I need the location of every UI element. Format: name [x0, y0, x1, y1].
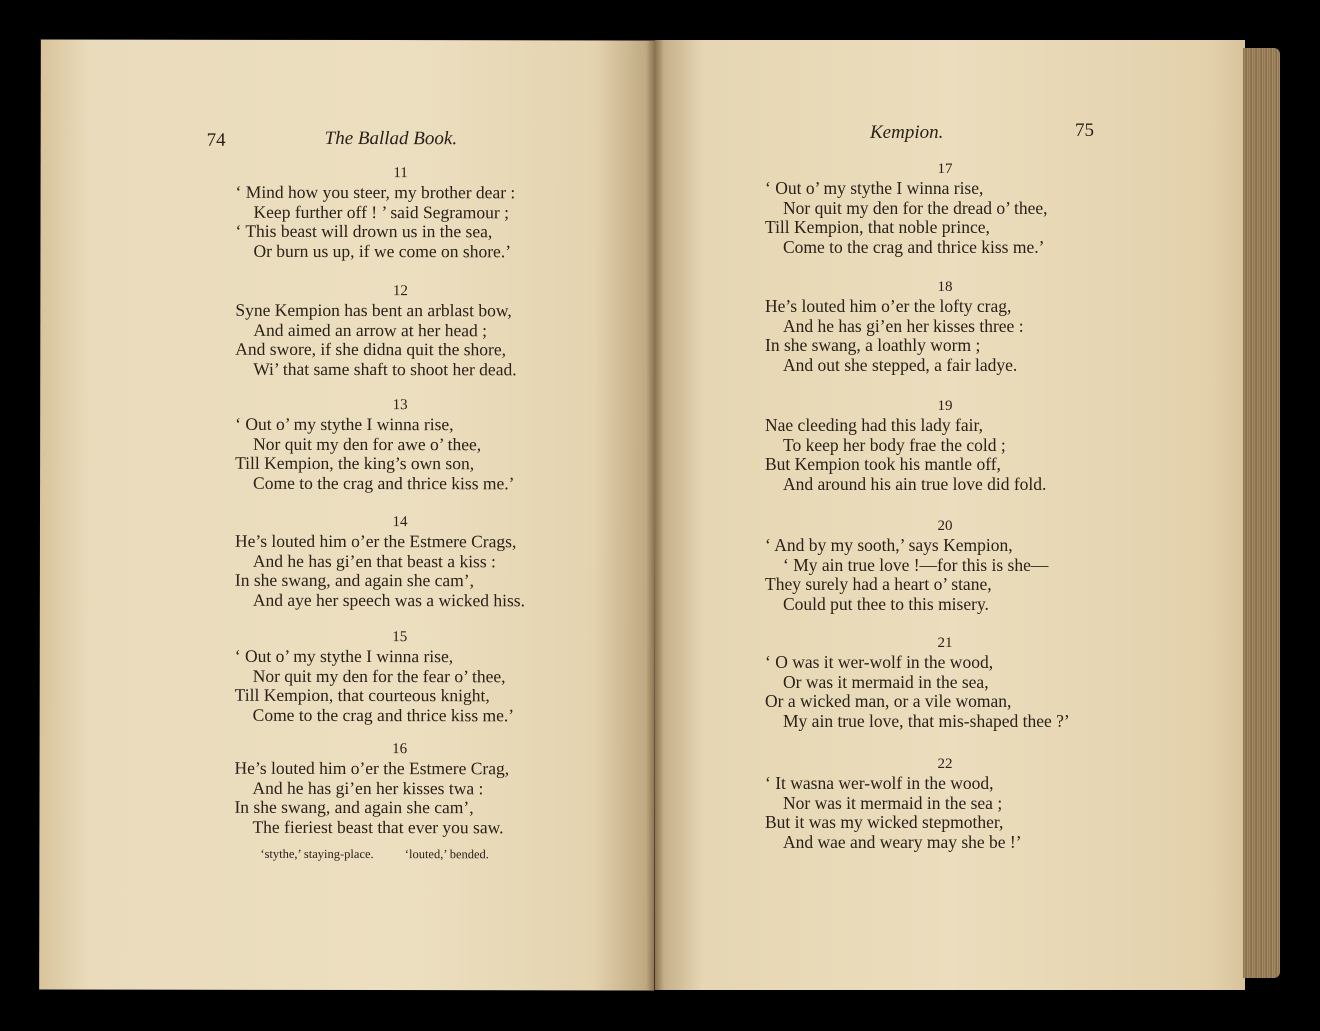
- verse-line: Till Kempion, that courteous knight,: [234, 684, 490, 706]
- verse-line: The fieriest beast that ever you saw.: [252, 816, 504, 838]
- page-edges: [1243, 48, 1280, 978]
- verse-line: Nor was it mermaid in the sea ;: [783, 792, 1003, 813]
- stanza-11: [235, 164, 565, 262]
- left-page: [39, 39, 656, 990]
- footnote: [260, 847, 489, 862]
- verse-line: ‘ It wasna wer-wolf in the wood,: [765, 773, 994, 793]
- stanza-number: 20: [937, 518, 953, 534]
- stanza-number: 18: [937, 279, 953, 295]
- verse-line: Till Kempion, that noble prince,: [765, 217, 990, 238]
- stanza-number: 15: [392, 629, 408, 646]
- verse-line: Nae cleeding had this lady fair,: [765, 415, 983, 435]
- left-page-number: 74: [206, 129, 226, 151]
- stanza-12: [235, 282, 565, 380]
- verse-line: Nor quit my den for the fear o’ thee,: [252, 665, 506, 686]
- verse-line: Or burn us up, if we come on shore.’: [253, 240, 512, 262]
- verse-line: ‘ O was it wer-wolf in the wood,: [765, 652, 994, 672]
- verse-line: ‘ Mind how you steer, my brother dear :: [235, 181, 516, 203]
- open-book: [40, 40, 1280, 990]
- stanza-number: 19: [937, 398, 953, 414]
- footnote-stythe: ‘stythe,’ staying-place.: [260, 846, 374, 862]
- left-running-title: The Ballad Book.: [324, 127, 458, 150]
- stanza-number: 12: [392, 283, 408, 300]
- stanza-20: [765, 517, 1125, 614]
- verse-line: In she swang, a loathly worm ;: [765, 335, 981, 356]
- verse-line: Or was it mermaid in the sea,: [783, 671, 989, 692]
- stanza-number: 22: [937, 756, 953, 772]
- verse-line: In she swang, and again she cam’,: [234, 569, 474, 591]
- stanza-number: 21: [937, 635, 953, 651]
- stanza-21: [765, 634, 1125, 731]
- verse-line: Or a wicked man, or a vile woman,: [765, 691, 1012, 712]
- verse-line: And around his ain true love did fold.: [783, 473, 1047, 494]
- verse-line: And aye her speech was a wicked hiss.: [252, 589, 526, 611]
- stanza-19: [765, 397, 1125, 494]
- stanza-number: 14: [392, 514, 408, 531]
- stanza-14: [235, 513, 565, 611]
- verse-line: And aimed an arrow at her head ;: [253, 319, 488, 340]
- stanza-number: 13: [392, 397, 408, 414]
- verse-line: My ain true love, that mis-shaped thee ?’: [783, 710, 1070, 731]
- verse-line: In she swang, and again she cam’,: [234, 796, 474, 818]
- verse-line: They surely had a heart o’ stane,: [765, 574, 992, 595]
- footnote-louted: ‘louted,’ bended.: [404, 847, 489, 862]
- verse-line: And he has gi’en that beast a kiss :: [252, 550, 496, 571]
- verse-line: And out she stepped, a fair ladye.: [783, 354, 1018, 375]
- verse-line: But Kempion took his mantle off,: [765, 454, 1001, 475]
- verse-line: And he has gi’en her kisses three :: [783, 315, 1024, 336]
- verse-line: But it was my wicked stepmother,: [765, 812, 1004, 833]
- stanza-17: [765, 160, 1125, 257]
- right-page-number: 75: [1075, 120, 1094, 141]
- verse-line: ‘ Out o’ my stythe I winna rise,: [235, 413, 454, 435]
- verse-line: Nor quit my den for awe o’ thee,: [253, 433, 482, 454]
- stanza-16: [234, 740, 564, 838]
- verse-line: ‘ This beast will drown us in the sea,: [235, 220, 493, 242]
- verse-line: ‘ My ain true love !—for this is she—: [783, 554, 1049, 575]
- book-gutter: [646, 40, 664, 990]
- verse-line: He’s louted him o’er the lofty crag,: [765, 296, 1012, 316]
- right-running-title: Kempion.: [870, 122, 944, 143]
- verse-line: And wae and weary may she be !’: [783, 831, 1022, 852]
- verse-line: Keep further off ! ’ said Segramour ;: [253, 201, 509, 222]
- verse-line: ‘ And by my sooth,’ says Kempion,: [765, 535, 1013, 555]
- verse-line: And swore, if she didna quit the shore,: [235, 338, 507, 360]
- stanza-number: 11: [393, 165, 408, 182]
- verse-line: He’s louted him o’er the Estmere Crags,: [234, 530, 517, 552]
- stanza-number: 16: [392, 741, 408, 758]
- verse-line: ‘ Out o’ my stythe I winna rise,: [234, 645, 454, 667]
- stanza-15: [235, 628, 565, 726]
- verse-line: He’s louted him o’er the Estmere Crag,: [234, 757, 510, 779]
- verse-line: Wi’ that same shaft to shoot her dead.: [253, 358, 517, 380]
- verse-line: Come to the crag and thrice kiss me.’: [252, 704, 515, 726]
- verse-line: Come to the crag and thrice kiss me.’: [253, 472, 515, 494]
- verse-line: Could put thee to this misery.: [783, 593, 989, 614]
- verse-line: Come to the crag and thrice kiss me.’: [783, 236, 1045, 257]
- verse-line: And he has gi’en her kisses twa :: [252, 777, 484, 798]
- stanza-22: [765, 755, 1125, 852]
- verse-line: To keep her body frae the cold ;: [783, 434, 1006, 455]
- stanza-13: [235, 396, 565, 494]
- stanza-number: 17: [937, 161, 953, 177]
- verse-line: Syne Kempion has bent an arblast bow,: [235, 299, 512, 321]
- verse-line: Till Kempion, the king’s own son,: [235, 452, 475, 474]
- verse-line: ‘ Out o’ my stythe I winna rise,: [765, 178, 984, 198]
- right-page: [655, 40, 1245, 990]
- stanza-18: [765, 278, 1125, 375]
- verse-line: Nor quit my den for the dread o’ thee,: [783, 197, 1048, 218]
